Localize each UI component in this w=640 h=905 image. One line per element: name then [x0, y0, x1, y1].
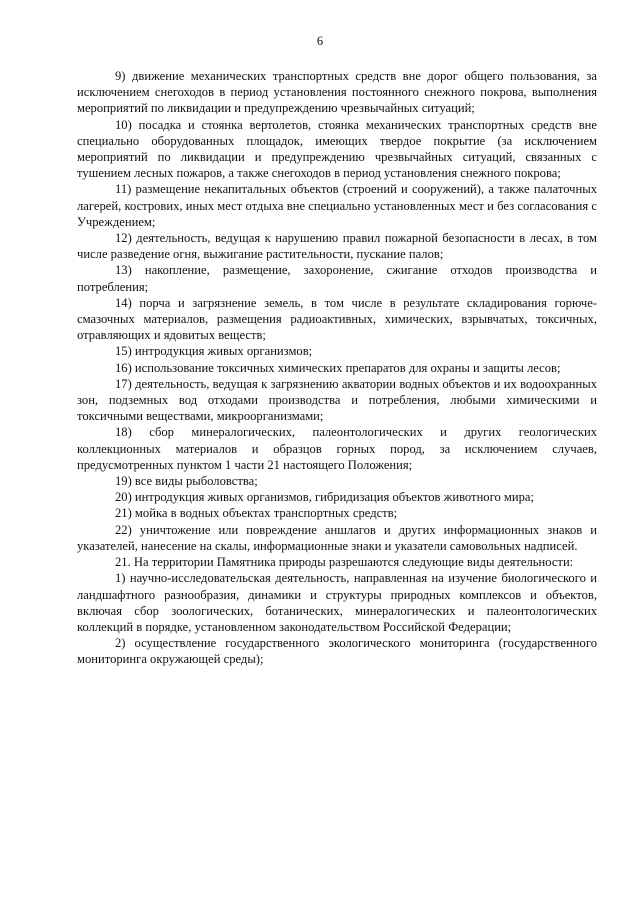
paragraph-item-15: 15) интродукция живых организмов;	[115, 344, 313, 359]
paragraph-item-13: 13) накопление, размещение, захоронение, сжигание отходов производства и потребления;	[77, 263, 597, 294]
paragraph-item-14: 14) порча и загрязнение земель, в том числе в результате складирования горюче-смазочных материалов, размещения радиоактивных, химических, взрывчатых, токсичных, отравляющих и ядовитых веществ;	[77, 295, 597, 343]
page-number: 6	[316, 34, 324, 48]
paragraph-item-18: 18) сбор минералогических, палеонтологических и других геологических коллекционных материалов и образцов горных пород, за исключением случаев, предусмотренных пунктом 1 части 21 настоящего Положения;	[77, 425, 597, 472]
document-body	[77, 68, 597, 668]
paragraph-item-17: 17) деятельность, ведущая к загрязнению акватории водных объектов и их водоохранных зон, подземных вод отходами производства и потребления, любыми химическими и токсичными веществами, микроорганизмами;	[77, 376, 597, 424]
paragraph-item-22: 22) уничтожение или повреждение аншлагов и других информационных знаков и указателей, нанесение на скалы, информационные знаки и указатели самовольных надписей.	[77, 522, 597, 553]
section-21-heading: 21. На территории Памятника природы разрешаются следующие виды деятельности:	[115, 555, 574, 570]
paragraph-item-21: 21) мойка в водных объектах транспортных средств;	[115, 506, 398, 521]
paragraph-item-20: 20) интродукция живых организмов, гибридизация объектов животного мира;	[115, 490, 534, 505]
paragraph-item-9: 9) движение механических транспортных средств вне дорог общего пользования, за исключением снегоходов в период установления постоянного снежного покрова, выполнения мероприятий по ликвидации и предупреждению чрезвычайных ситуаций;	[77, 69, 597, 116]
paragraph-item-10: 10) посадка и стоянка вертолетов, стоянка механических транспортных средств вне специально оборудованных площадок, имеющих твердое покрытие (за исключением мероприятий по ликвидации и предупреждению чрезвычайных ситуаций, связанных с тушением лесных пожаров, а также снегоходов в период установления снежного покрова;	[77, 117, 597, 181]
allowed-activity-1: 1) научно-исследовательская деятельность, направленная на изучение биологического и ландшафтного разнообразия, динамики и структуры природных комплексов и объектов, включая сбор зоологических, ботанических, минералогических и палеонтологических коллекций в порядке, установленном законодательством Российской Федерации;	[77, 571, 597, 634]
paragraph-item-12: 12) деятельность, ведущая к нарушению правил пожарной безопасности в лесах, в том числе разведение огня, выжигание растительности, пускание палов;	[77, 231, 597, 262]
paragraph-item-11: 11) размещение некапитальных объектов (строений и сооружений), а также палаточных лагерей, кострових, иных мест отдыха вне специально установленных мест и без согласования с Учреждением;	[77, 182, 597, 229]
paragraph-item-19: 19) все виды рыболовства;	[115, 474, 258, 489]
paragraph-item-16: 16) использование токсичных химических препаратов для охраны и защиты лесов;	[115, 360, 561, 375]
allowed-activity-2: 2) осуществление государственного экологического мониторинга (государственного мониторинга окружающей среды);	[77, 636, 597, 667]
